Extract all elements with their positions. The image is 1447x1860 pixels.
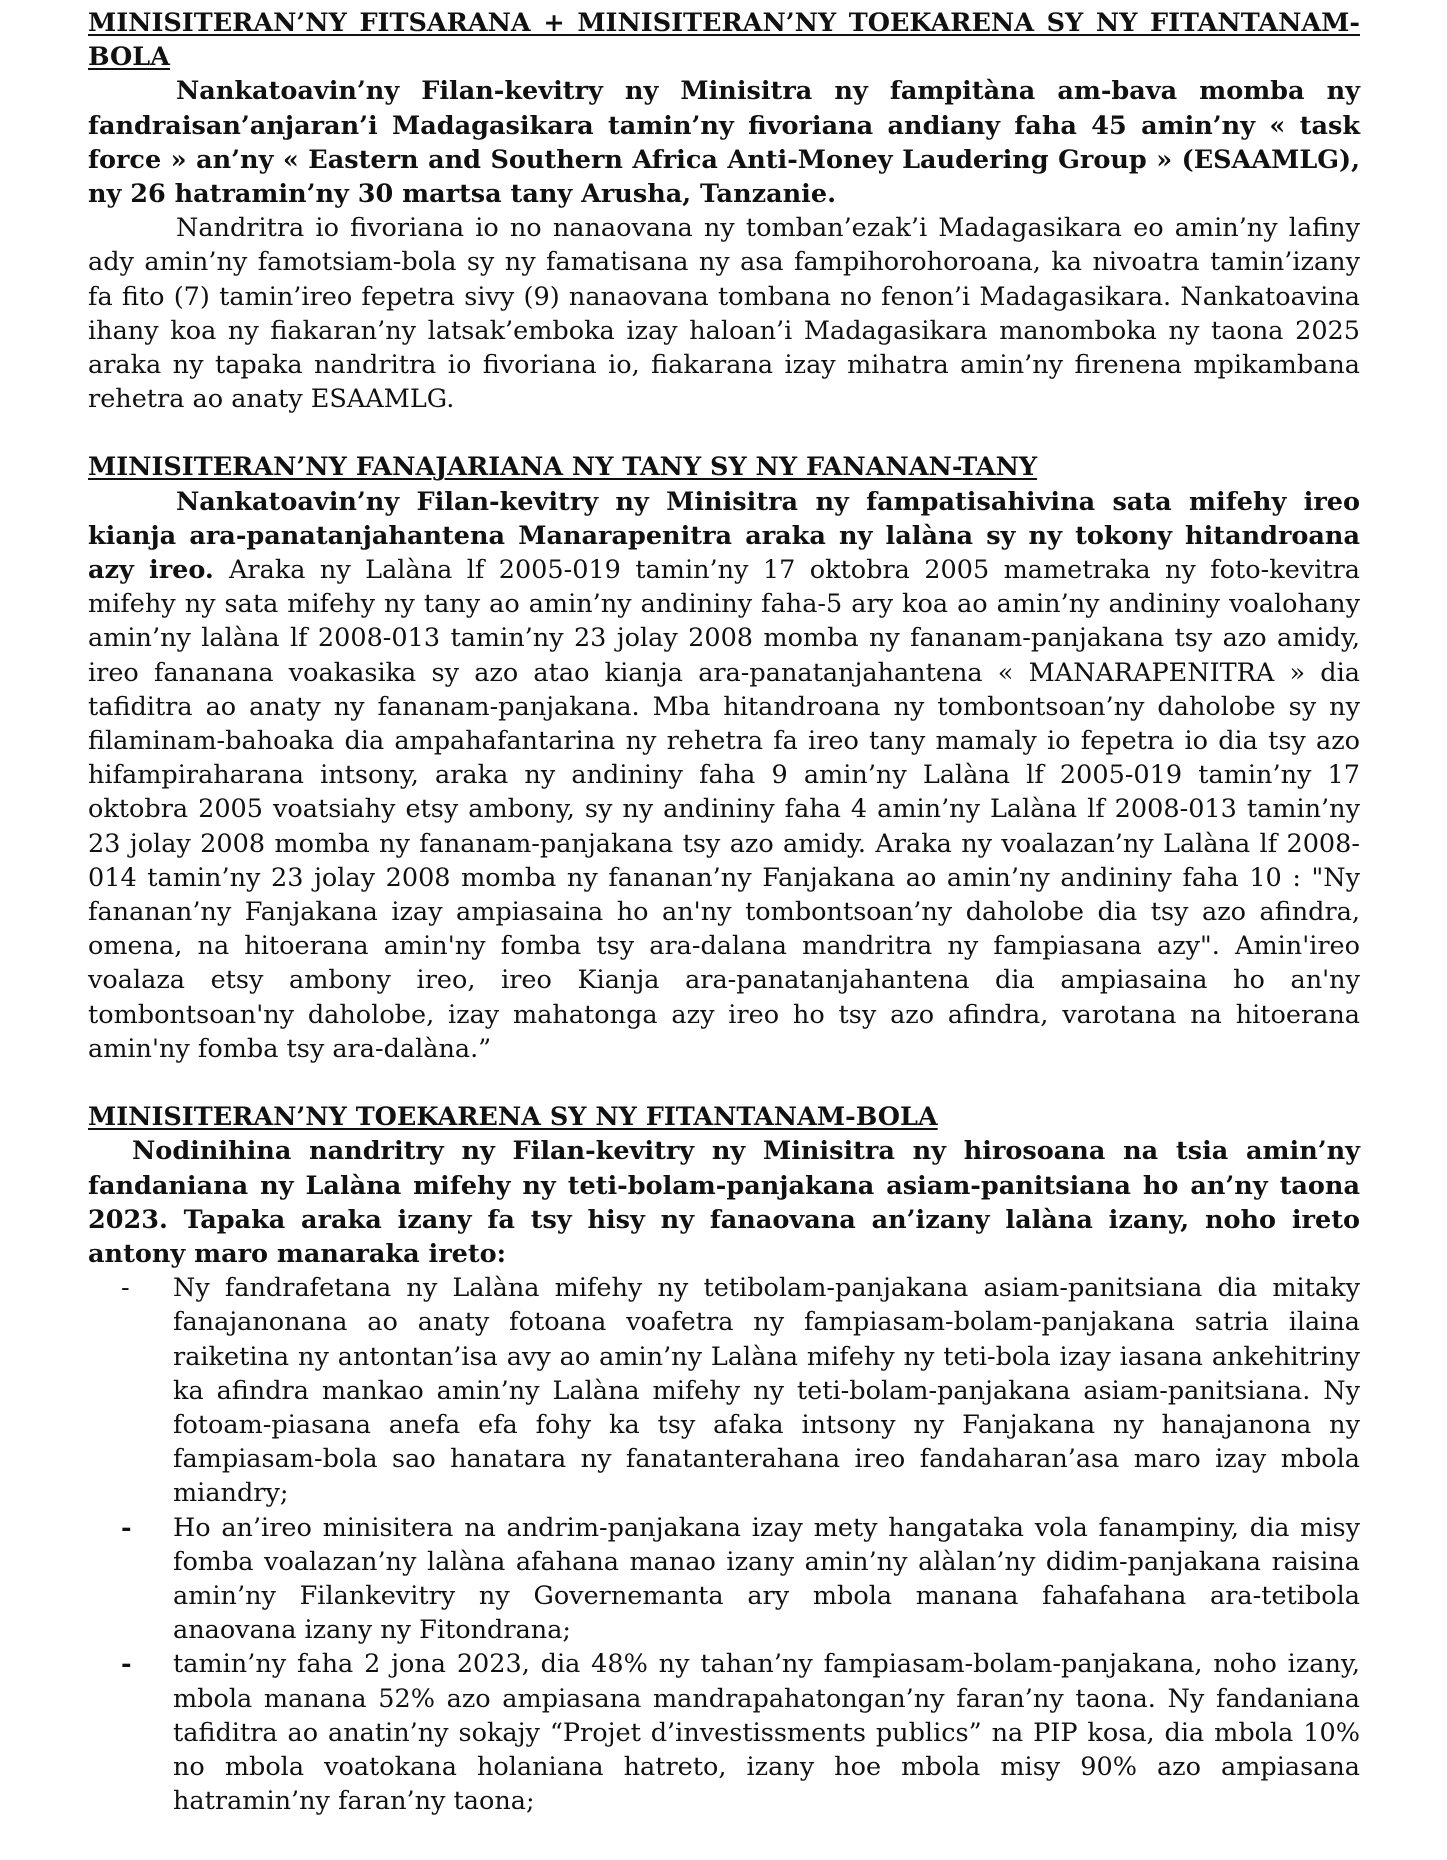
section-lead-text: Nankatoavin’ny Filan-kevitry ny Minisitra ny fampatisahivina sata mifehy ireo kianja ara-panatanjahantena Manarapenitra araka ny lalàna sy ny tokony hitandroana azy ireo. (88, 486, 1360, 586)
list-item (121, 1647, 1360, 1818)
section-paragraph (88, 485, 1360, 1066)
list-dash-marker: - (121, 1273, 130, 1304)
list-item-text: tamin’ny faha 2 jona 2023, dia 48% ny tahan’ny fampiasam-bolam-panjakana, noho izany, mbola manana 52% azo ampiasana mandrapahatongan’ny faran’ny taona. Ny fandaniana tafiditra ao anatin’ny sokajy “Projet d’investissments publics” na PIP kosa, dia mbola 10% no mbola voatokana holaniana hatreto, izany hoe mbola misy 90% azo ampiasana hatramin’ny faran’ny taona; (173, 1649, 1360, 1817)
section-land-management (88, 450, 1360, 1066)
reasons-list (88, 1271, 1360, 1818)
section-heading: MINISITERAN’NY TOEKARENA SY NY FITANTANAM-BOLA (88, 1102, 938, 1133)
list-dash-marker: - (121, 1512, 132, 1543)
list-item-text: Ho an’ireo minisitera na andrim-panjakana izay mety hangataka vola fanampiny, dia misy fomba voalazan’ny lalàna afahana manao izany amin’ny alàlan’ny didim-panjakana raisina amin’ny Filankevitry ny Governemanta ary mbola manana fahafahana ara-tetibola anaovana izany ny Fitondrana; (173, 1512, 1360, 1646)
section-lead-paragraph: Nodinihina nandritry ny Filan-kevitry ny Minisitra ny hirosoana na tsia amin’ny fandaniana ny Lalàna mifehy ny teti-bolam-panjakana asiam-panitsiana ho an’ny taona 2023. Tapaka araka izany fa tsy hisy ny fanaovana an’izany lalàna izany, noho ireto antony maro manaraka ireto: (88, 1136, 1360, 1269)
list-item (121, 1271, 1360, 1510)
section-body-paragraph: Nandritra io fivoriana io no nanaovana ny tomban’ezak’i Madagasikara eo amin’ny lafiny ady amin’ny famotsiam-bola sy ny famatisana ny asa fampihorohoroana, ka nivoatra tamin’izany fa fito (7) tamin’ireo fepetra sivy (9) nanaovana tombana no fenon’i Madagasikara. Nankatoavina ihany koa ny fiakaran’ny latsak’emboka izay haloan’i Madagasikara manomboka ny taona 2025 araka ny tapaka nandritra io fivoriana io, fiakarana izay mihatra amin’ny firenena mpikambana rehetra ao anaty ESAAMLG. (88, 213, 1360, 415)
section-heading: MINISITERAN’NY FITSARANA + MINISITERAN’NY TOEKARENA SY NY FITANTANAM-BOLA (88, 8, 1360, 73)
list-item (121, 1511, 1360, 1648)
section-heading: MINISITERAN’NY FANAJARIANA NY TANY SY NY FANANAN-TANY (88, 452, 1038, 483)
list-item-text: Ny fandrafetana ny Lalàna mifehy ny tetibolam-panjakana asiam-panitsiana dia mitaky fanajanonana ao anaty fotoana voafetra ny fampiasam-bolam-panjakana satria ilaina raiketina ny antontan’isa avy ao amin’ny Lalàna mifehy ny teti-bola izay iasana ankehitriny ka afindra mankao amin’ny Lalàna mifehy ny teti-bolam-panjakana asiam-panitsiana. Ny fotoam-piasana anefa efa fohy ka tsy afaka intsony ny Fanjakana ny hanajanona ny fampiasam-bola sao hanatara ny fanatanterahana ireo fandaharan’asa maro izay mbola miandry; (173, 1273, 1360, 1509)
list-dash-marker: - (121, 1649, 132, 1680)
section-economy-finance (88, 1100, 1360, 1818)
section-lead-paragraph: Nankatoavin’ny Filan-kevitry ny Minisitra ny fampitàna am-bava momba ny fandraisan’anjaran’i Madagasikara tamin’ny fivoriana andiany faha 45 amin’ny « task force » an’ny « Eastern and Southern Africa Anti-Money Laudering Group » (ESAAMLG), ny 26 hatramin’ny 30 martsa tany Arusha, Tanzanie. (88, 76, 1360, 210)
section-justice-economy (88, 6, 1360, 416)
section-body-text: Araka ny Lalàna lf 2005-019 tamin’ny 17 oktobra 2005 mametraka ny foto-kevitra mifehy ny sata mifehy ny tany ao amin’ny andininy faha-5 ary koa ao amin’ny andininy voalohany amin’ny lalàna lf 2008-013 tamin’ny 23 jolay 2008 momba ny fananam-panjakana tsy azo amidy, ireo fananana voakasika sy azo atao kianja ara-panatanjahantena « MANARAPENITRA » dia tafiditra ao anaty ny fananam-panjakana. Mba hitandroana ny tombontsoan’ny daholobe sy ny filaminam-bahoaka dia ampahafantarina ny rehetra fa ireo tany mamaly io fepetra io dia tsy azo hifampiraharana intsony, araka ny andininy faha 9 amin’ny Lalàna lf 2005-019 tamin’ny 17 oktobra 2005 voatsiahy etsy ambony, sy ny andininy faha 4 amin’ny Lalàna lf 2008-013 tamin’ny 23 jolay 2008 momba ny fananam-panjakana tsy azo amidy. Araka ny voalazan’ny Lalàna lf 2008-014 tamin’ny 23 jolay 2008 momba ny fananan’ny Fanjakana ao amin’ny andininy faha 10 : "Ny fananan’ny Fanjakana izay ampiasaina ho an'ny tombontsoan’ny daholobe dia tsy azo afindra, omena, na hitoerana amin'ny fomba tsy ara-dalana mandritra ny fampiasana azy". Amin'ireo voalaza etsy ambony ireo, ireo Kianja ara-panatanjahantena dia ampiasaina ho an'ny tombontsoan'ny daholobe, izay mahatonga azy ireo ho tsy azo afindra, varotana na hitoerana amin'ny fomba tsy ara-dalàna.” (88, 555, 1360, 1064)
